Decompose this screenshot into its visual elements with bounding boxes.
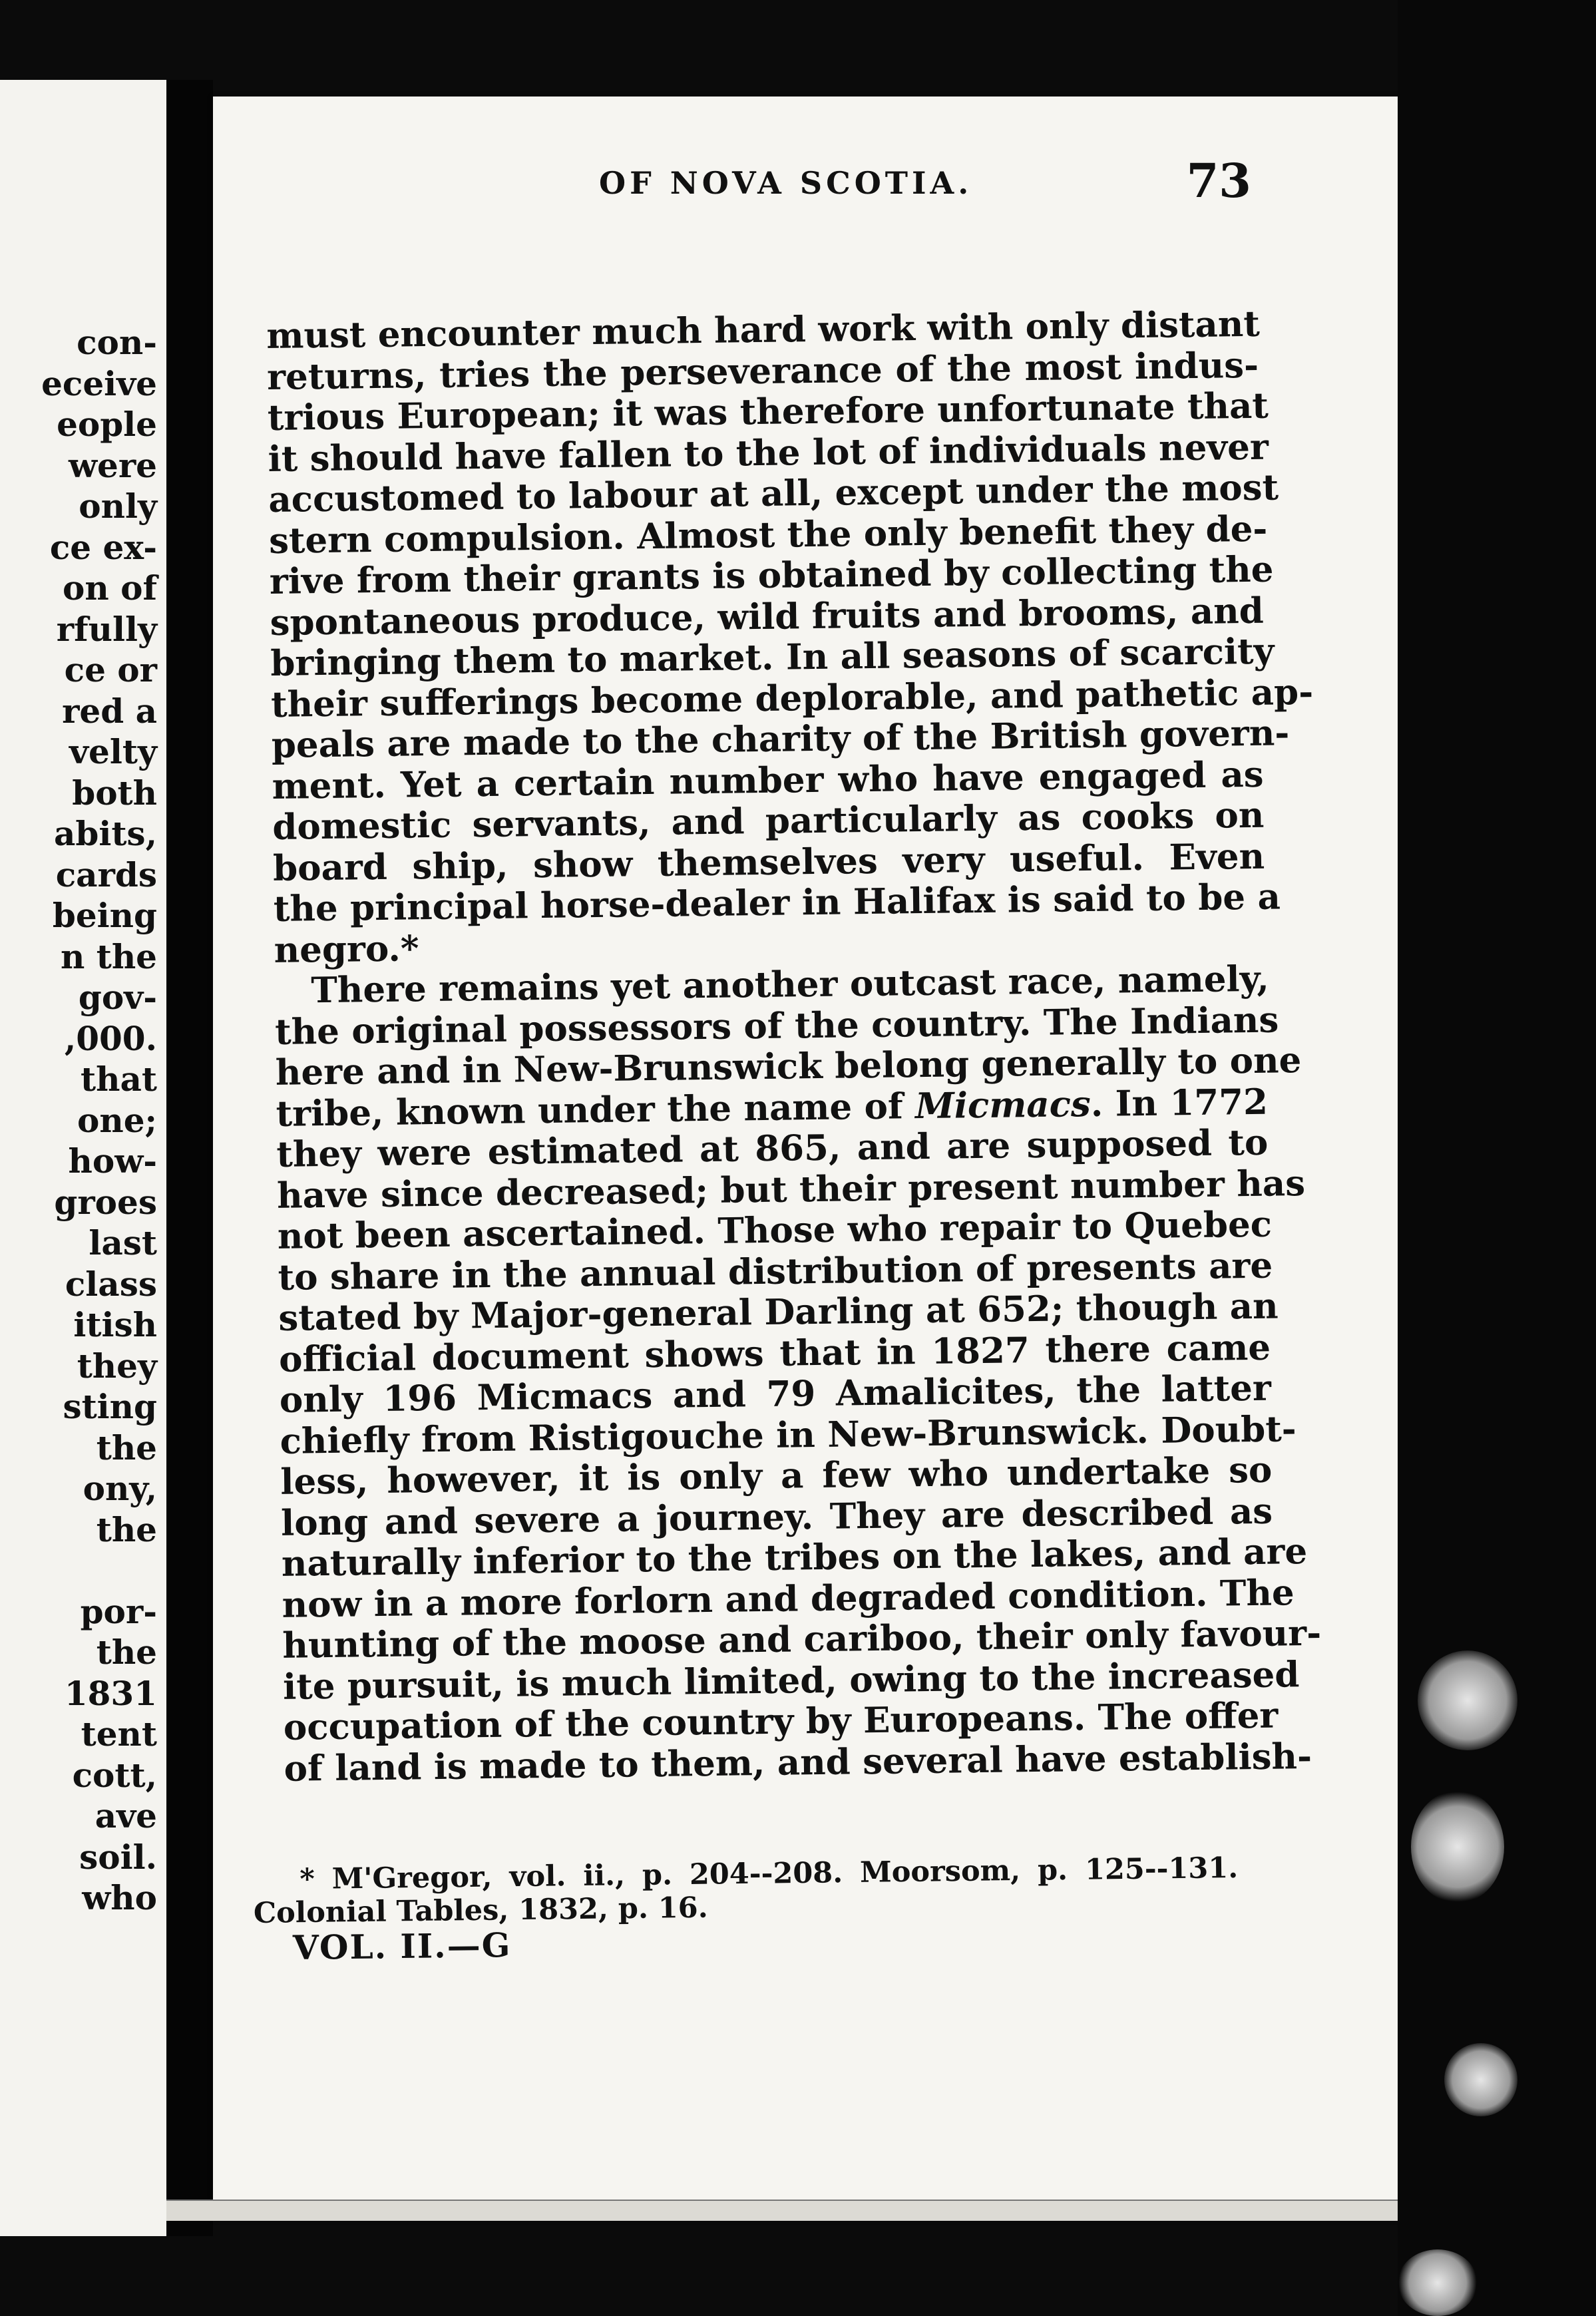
text-line: stated by Major-general Darling at 652; though an [278, 1285, 1279, 1339]
left-page-fragment: velty [69, 732, 157, 771]
text-line: trious European; it was therefore unfortunate that [267, 385, 1269, 439]
left-page-fragment: rfully [56, 609, 157, 649]
running-head: OF NOVA SCOTIA. [599, 165, 973, 201]
text-line: here and in New-Brunswick belong generally to one [275, 1040, 1302, 1093]
footnote-line: Colonial Tables, 1832, p. 16. [253, 1891, 708, 1930]
footnote [253, 1851, 1239, 1930]
left-page-fragment: soil. [79, 1837, 157, 1877]
left-page-fragment: the [96, 1428, 157, 1467]
left-page-fragment: con- [77, 323, 157, 362]
left-page-fragment: ce ex- [49, 527, 157, 567]
text-line: must encounter much hard work with only distant [266, 303, 1261, 357]
page-header [386, 153, 1251, 208]
left-page-fragment: last [89, 1223, 157, 1262]
text-line: board ship, show themselves very useful. Even [272, 835, 1265, 889]
left-page-fragment: only [79, 486, 157, 526]
left-page-fragment: cott, [72, 1755, 157, 1795]
left-page-fragment: por- [80, 1591, 157, 1631]
left-page-fragment: cards [55, 855, 157, 894]
left-facing-page [0, 80, 169, 2236]
page-edge [166, 2200, 1398, 2221]
left-page-fragment: ce or [64, 650, 157, 689]
text-line: negro.* [274, 927, 419, 971]
left-page-fragment: ave [95, 1796, 157, 1835]
text-line: hunting of the moose and cariboo, their only favour- [282, 1612, 1322, 1666]
left-page-fragment: were [68, 445, 157, 485]
text-line: chiefly from Ristigouche in New-Brunswick. Doubt- [280, 1408, 1297, 1462]
stain [1444, 2043, 1517, 2116]
text-line: naturally inferior to the tribes on the lakes, and are [281, 1531, 1308, 1585]
footnote-line: * M'Gregor, vol. ii., p. 204--208. Moorsom, p. 125--131. [299, 1851, 1239, 1897]
text-line: domestic servants, and particularly as cooks on [272, 794, 1265, 848]
text-line: of land is made to them, and several have establish- [284, 1735, 1312, 1790]
text-line: they were estimated at 865, and are supposed to [276, 1121, 1269, 1175]
left-page-fragment: eceive [41, 363, 157, 403]
text-line: spontaneous produce, wild fruits and brooms, and [270, 590, 1265, 644]
text-line: rive from their grants is obtained by collecting the [269, 548, 1274, 602]
page-gutter [166, 80, 213, 2236]
text-line: occupation of the country by Europeans. The offer [283, 1694, 1279, 1748]
text-line: to share in the annual distribution of presents are [278, 1245, 1273, 1298]
text-line: now in a more forlorn and degraded condition. The [282, 1571, 1295, 1626]
left-page-fragment: the [96, 1509, 157, 1549]
left-page-fragment: that [81, 1060, 157, 1099]
body-text [266, 303, 1322, 1790]
left-page-fragment: eople [57, 405, 157, 444]
text-line: less, however, it is only a few who undertake so [280, 1449, 1273, 1503]
left-page-fragment: being [52, 896, 157, 935]
left-page-fragment: class [65, 1264, 157, 1304]
text-line: the principal horse-dealer in Halifax is said to be a [273, 876, 1281, 930]
text-line: long and severe a journey. They are described as [280, 1490, 1273, 1544]
text-line: ite pursuit, is much limited, owing to the increased [282, 1653, 1300, 1708]
left-page-fragment: ,000. [64, 1018, 157, 1058]
text-line: returns, tries the perseverance of the most indus- [266, 344, 1259, 398]
text-line: stern compulsion. Almost the only benefit they de- [268, 508, 1268, 562]
text-line: accustomed to labour at all, except under the most [268, 467, 1279, 520]
text-line: the original possessors of the country. The Indians [274, 998, 1279, 1053]
stain [1398, 2249, 1478, 2316]
left-page-fragment: gov- [78, 978, 157, 1017]
text-line: ment. Yet a certain number who have engaged as [272, 753, 1264, 807]
stain [1411, 1790, 1504, 1903]
left-page-fragment: the [96, 1633, 157, 1672]
left-page-fragment: who [82, 1878, 157, 1917]
text-line: only 196 Micmacs and 79 Amalicites, the latter [279, 1367, 1272, 1421]
text-line: their sufferings become deplorable, and pathetic ap- [270, 671, 1314, 725]
text-line: tribe, known under the name of Micmacs. In 1772 [276, 1081, 1269, 1135]
left-page-fragment: one; [77, 1100, 157, 1140]
signature-mark: VOL. II.—G [292, 1925, 512, 1968]
text-line: bringing them to market. In all seasons of scarcity [270, 630, 1275, 684]
left-page-fragment: abits, [53, 814, 157, 853]
left-page-fragment: how- [68, 1141, 157, 1181]
stain [1418, 1650, 1517, 1750]
left-page-fragment: on of [63, 568, 157, 608]
text-line: peals are made to the charity of the British govern- [271, 712, 1290, 766]
left-page-fragment: sting [63, 1387, 157, 1426]
left-page-fragment: both [72, 773, 157, 813]
page-number: 73 [1186, 153, 1251, 208]
text-line: There remains yet another outcast race, namely, [311, 958, 1270, 1012]
left-page-fragment: 1831 [64, 1673, 157, 1713]
left-page-fragment: n the [60, 936, 157, 976]
left-page-fragment: tent [81, 1714, 157, 1754]
scan-border [1398, 0, 1596, 2316]
text-line: it should have fallen to the lot of individuals never [268, 426, 1269, 480]
left-page-fragment: they [77, 1346, 157, 1386]
left-page-fragment: red a [62, 691, 157, 731]
text-line: have since decreased; but their present number has [276, 1162, 1306, 1217]
left-page-fragment: ony, [83, 1469, 157, 1508]
text-line: not been ascertained. Those who repair to Quebec [277, 1203, 1273, 1257]
left-page-fragment: groes [54, 1182, 157, 1222]
left-page-fragment: itish [73, 1305, 157, 1344]
text-line: official document shows that in 1827 there came [278, 1326, 1271, 1380]
